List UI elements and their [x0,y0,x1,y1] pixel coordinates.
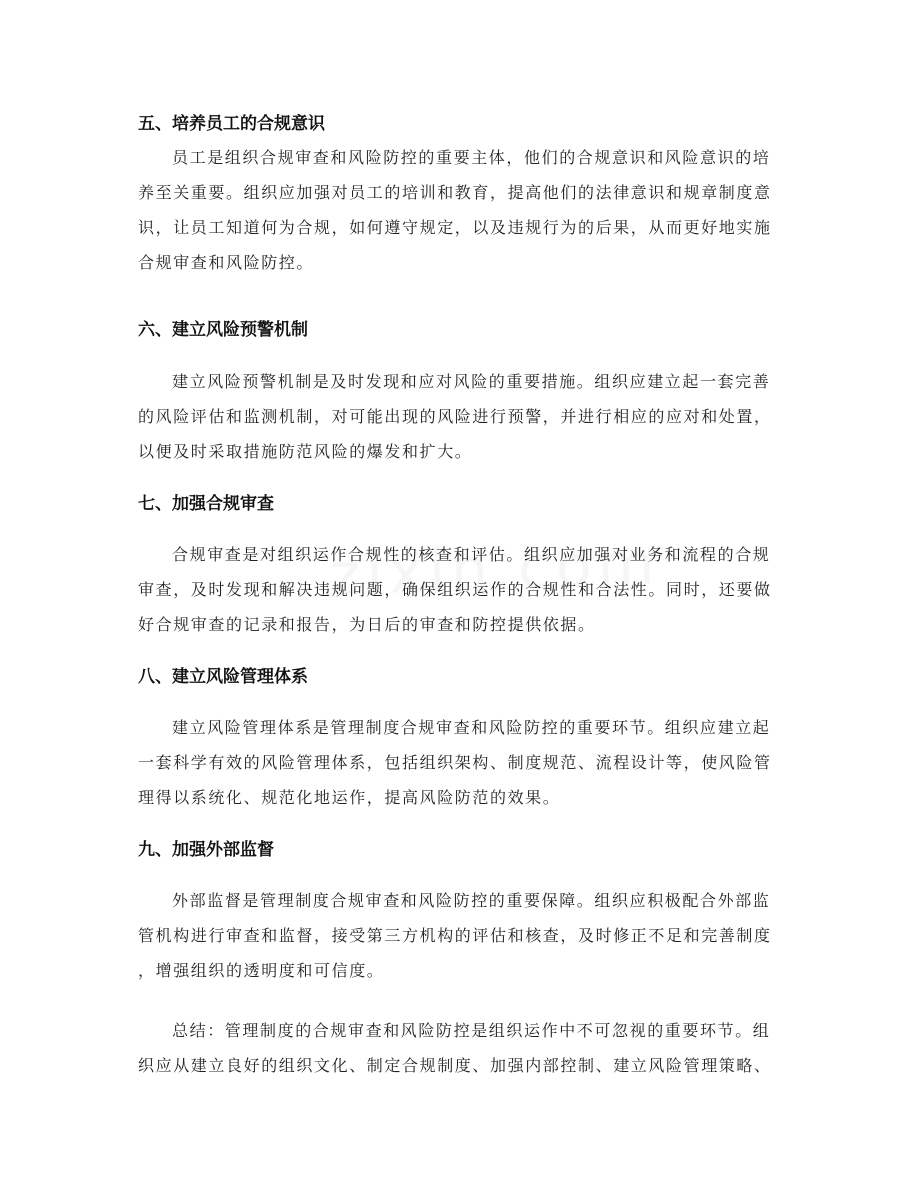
paragraph-line: 的风险评估和监测机制，对可能出现的风险进行预警，并进行相应的应对和处置， [138,407,772,426]
section-heading: 五、培养员工的合规意识 [138,114,325,134]
paragraph-line: 一套科学有效的风险管理体系，包括组织架构、制度规范、流程设计等，使风险管 [138,753,772,772]
paragraph-line: 审查，及时发现和解决违规问题，确保组织运作的合规性和合法性。同时，还要做 [138,580,772,599]
paragraph-line: 理得以系统化、规范化地运作，提高风险防范的效果。 [138,788,561,807]
paragraph-line: 总结：管理制度的合规审查和风险防控是组织运作中不可忽视的重要环节。组 [172,1021,771,1040]
paragraph-line: 好合规审查的记录和报告，为日后的审查和防控提供依据。 [138,615,596,634]
summary-paragraph [138,1013,786,1083]
paragraph-line: 合规审查是对组织运作合规性的核查和评估。组织应加强对业务和流程的合规 [172,545,771,564]
paragraph-line: 织应从建立良好的组织文化、制定合规制度、加强内部控制、建立风险管理策略、 [138,1056,772,1075]
paragraph-line: 合规审查和风险防控。 [138,253,315,272]
paragraph-line: ，增强组织的透明度和可信度。 [138,961,385,980]
section-paragraph [138,537,786,642]
section-paragraph [138,883,786,988]
section-paragraph [138,710,786,815]
section-heading: 六、建立风险预警机制 [138,320,308,340]
section-heading: 七、加强合规审查 [138,494,274,514]
paragraph-line: 管机构进行审查和监督，接受第三方机构的评估和核查，及时修正不足和完善制度 [138,926,772,945]
paragraph-line: 建立风险预警机制是及时发现和应对风险的重要措施。组织应建立起一套完善 [172,372,771,391]
section-paragraph [138,364,786,469]
section-heading: 八、建立风险管理体系 [138,667,308,687]
section-paragraph [138,140,786,280]
paragraph-line: 以便及时采取措施防范风险的爆发和扩大。 [138,442,473,461]
paragraph-line: 识，让员工知道何为合规，如何遵守规定，以及违规行为的后果，从而更好地实施 [138,218,772,237]
section-heading: 九、加强外部监督 [138,840,274,860]
paragraph-line: 养至关重要。组织应加强对员工的培训和教育，提高他们的法律意识和规章制度意 [138,183,772,202]
paragraph-line: 员工是组织合规审查和风险防控的重要主体，他们的合规意识和风险意识的培 [172,148,771,167]
paragraph-line: 建立风险管理体系是管理制度合规审查和风险防控的重要环节。组织应建立起 [172,718,771,737]
paragraph-line: 外部监督是管理制度合规审查和风险防控的重要保障。组织应积极配合外部监 [172,891,771,910]
